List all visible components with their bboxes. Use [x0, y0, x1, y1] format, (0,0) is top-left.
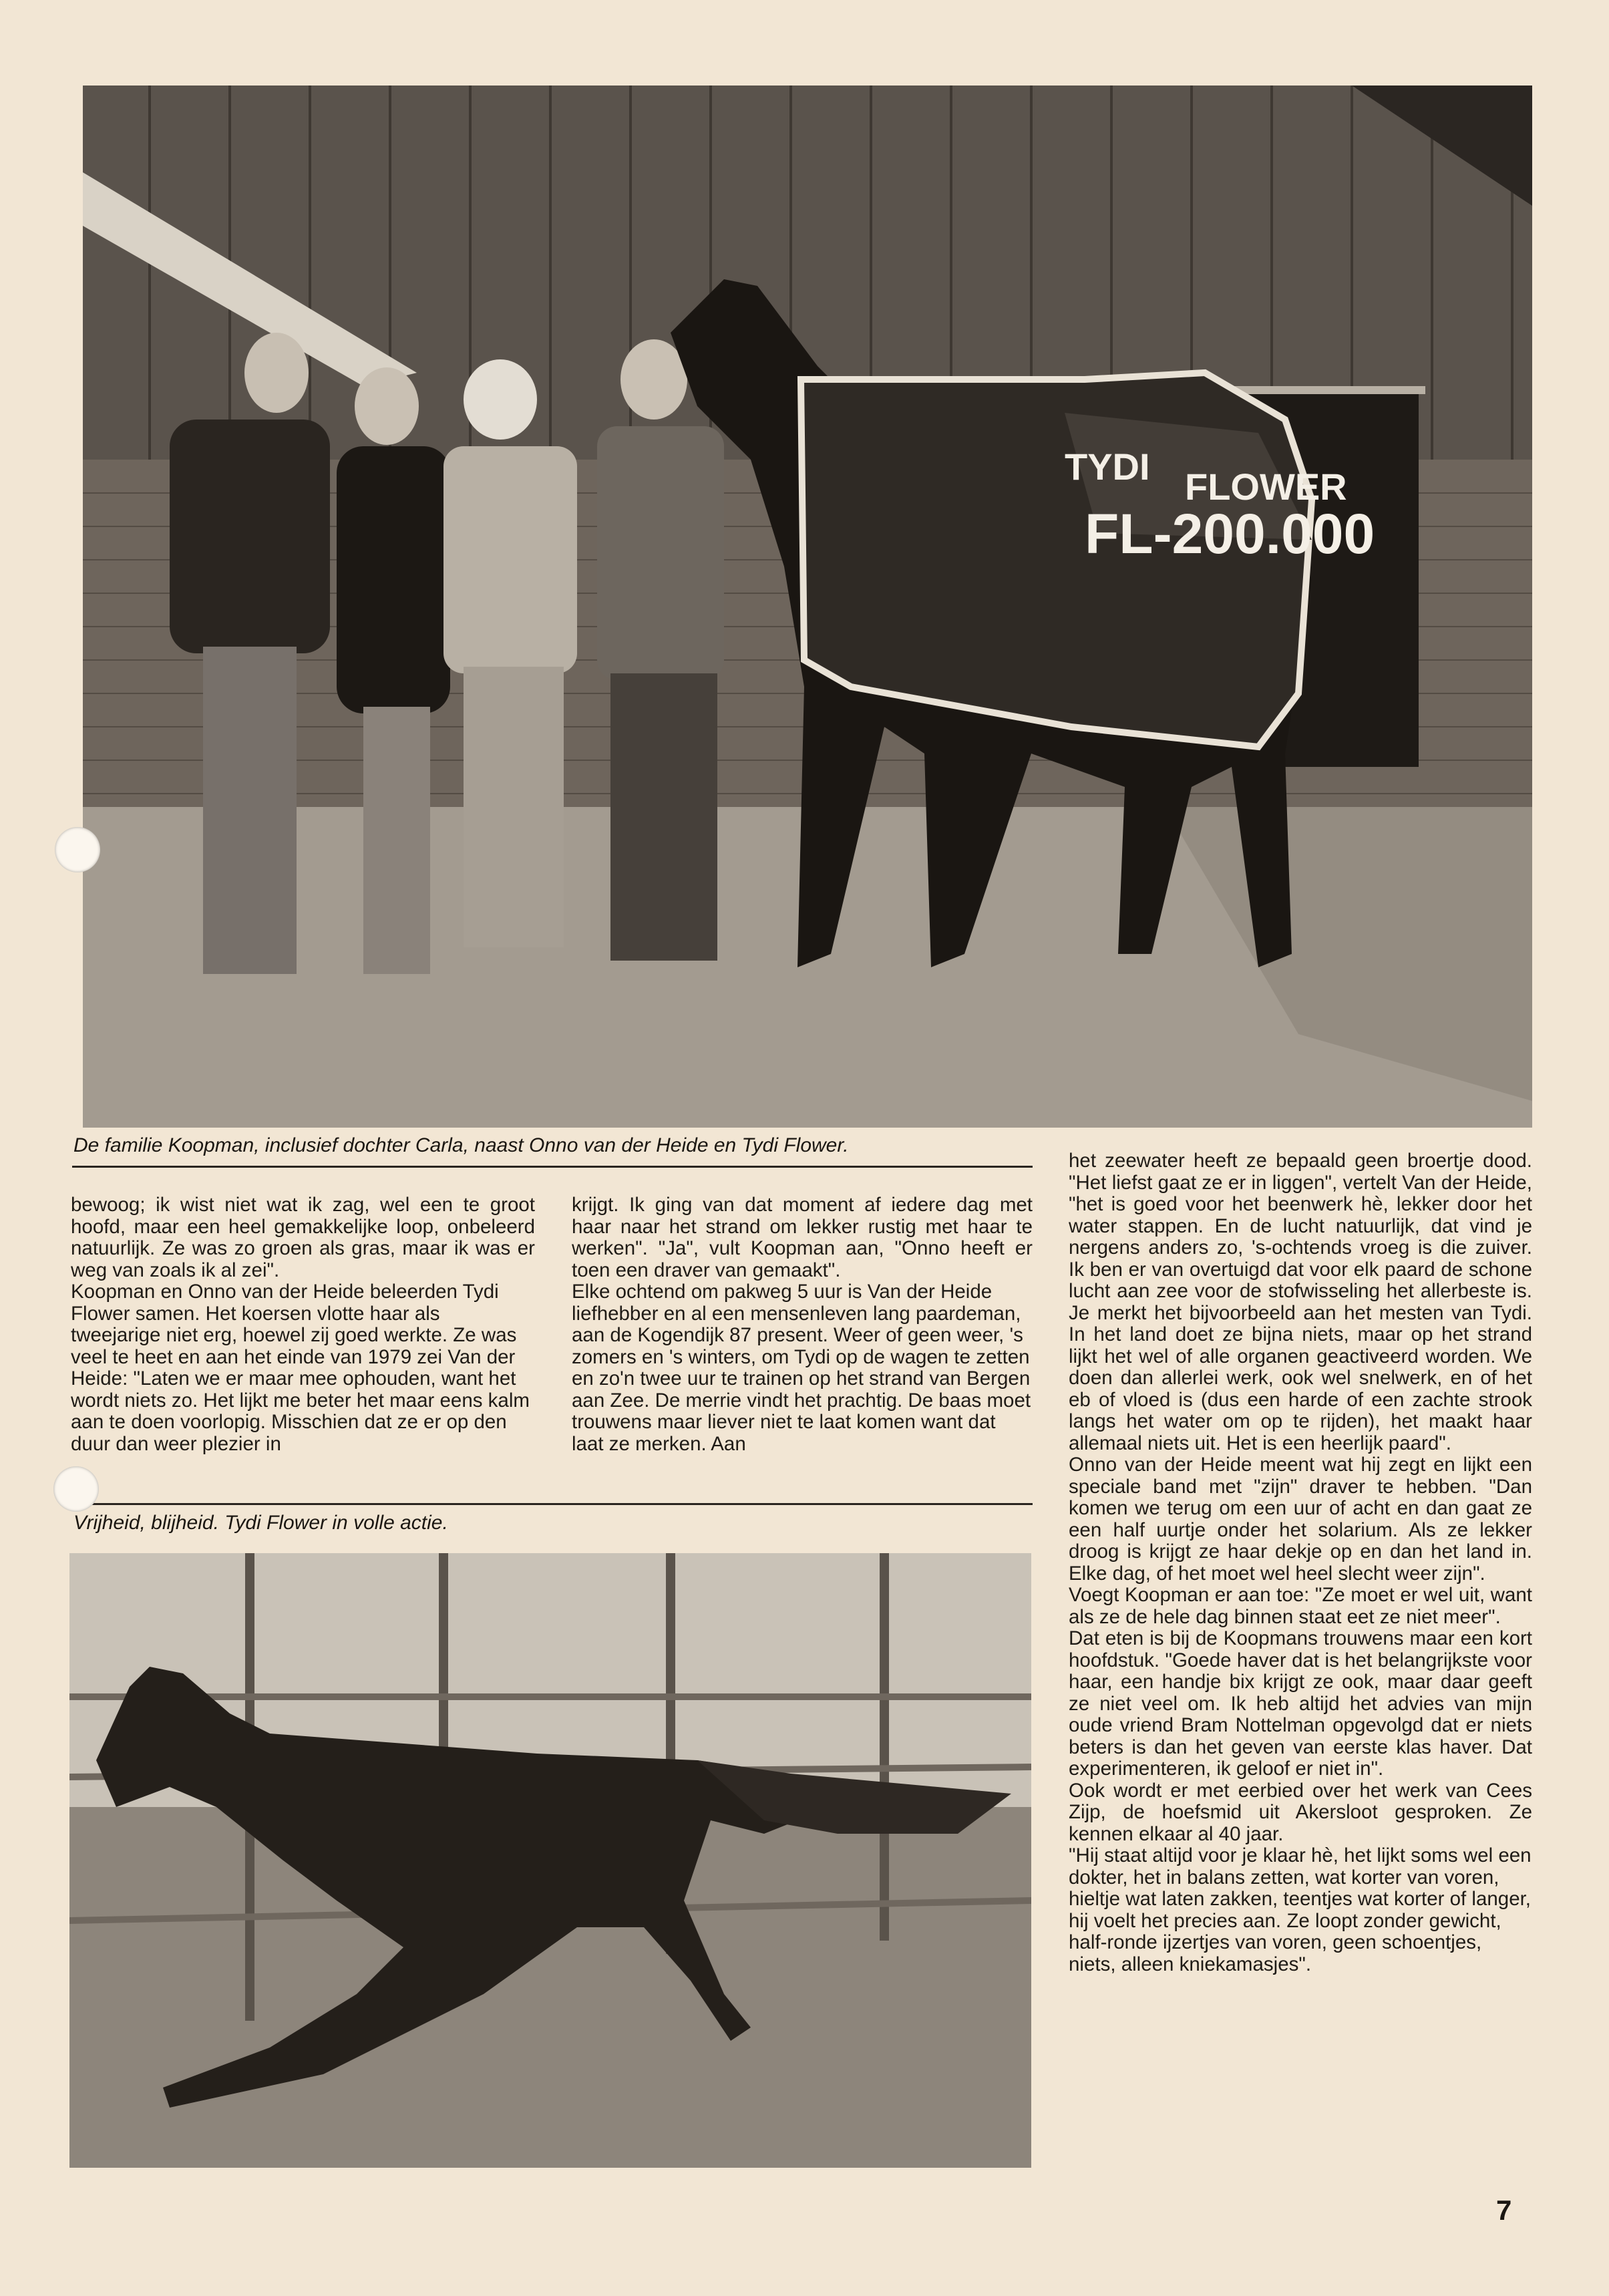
col1-paragraph-2: Koopman en Onno van der Heide beleerden Tydi Flower samen. Het koersen vlotte haar als tweejarige niet erg, hoewel zij goed werkte. Ze was veel te heet en aan het einde van 1979 zei Van der Heide: "Laten we er maar mee ophouden, want het wordt niets zo. Het lijkt me beter het maar eens kalm aan te doen voorlopig. Misschien dat ze er op den duur dan weer plezier in [71, 1281, 530, 1455]
photo-family-with-horse [83, 86, 1532, 1128]
col3-paragraph-1: het zeewater heeft ze bepaald geen broertje dood. "Het liefst gaat ze er in liggen", vertelt Van der Heide, "het is goed voor het beenwerk hè, lekker door het water stappen. En de lucht natuurlijk, dat vind je nergens anders zo, 's-ochtends vroeg is die zuiver. Ik ben er van overtuigd dat voor elk paard de schone lucht aan zee voor de stofwisseling het allerbeste is. Je merkt het bijvoorbeeld aan het mesten van Tydi. In het land doet ze bijna niets, maar op het strand lijkt het wel of alle organen geactiveerd worden. We doen dan allerlei werk, ook wel snelwerk, en of het eb of vloed is (dus een harde of een zachte strook langs het water om op te rijden), het maakt haar allemaal niets uit. Het is een heerlijk paard". [1069, 1150, 1532, 1454]
col2-paragraph-1: krijgt. Ik ging van dat moment af iedere dag met haar naar het strand om lekker rustig met haar te werken". "Ja", vult Koopman aan, "Onno heeft er toen een draver van gemaakt". [572, 1194, 1033, 1281]
col3-paragraph-6: "Hij staat altijd voor je klaar hè, het lijkt soms wel een dokter, het in balans zetten, wat korter van voren, hieltje wat laten zakken, teentjes wat korter of langer, hij voelt het precies aan. Ze loopt zonder gewicht, half-ronde ijzertjes van voren, geen schoentjes, niets, alleen kniekamasjes". [1069, 1844, 1532, 1975]
photo-family-with-horse-image [83, 86, 1532, 1128]
punch-hole-lower [53, 1466, 99, 1512]
middle-caption-rule [72, 1503, 1033, 1505]
photo-horse-galloping-image [69, 1553, 1031, 2168]
col3-paragraph-5: Ook wordt er met eerbied over het werk van Cees Zijp, de hoefsmid uit Akersloot gesproken. Ze kennen elkaar al 40 jaar. [1069, 1779, 1532, 1845]
blanket-text-line2: FLOWER [1185, 466, 1347, 508]
blanket-text-line3: FL-200.000 [1085, 502, 1375, 565]
col3-paragraph-4: Dat eten is bij de Koopmans trouwens maar een kort hoofdstuk. "Goede haver dat is het belangrijkste voor haar, een handje bix krijgt ze ook, maar daar geeft ze niet veel om. Ik heb altijd het advies van mijn oude vriend Bram Nottelman opgevolgd dat er niets beters is dan het geven van eerste klas haver. Dat experimenteren, ik geloof er niet in". [1069, 1627, 1532, 1780]
photo-horse-galloping [69, 1553, 1031, 2168]
article-column-1 [71, 1194, 535, 1455]
col2-paragraph-2: Elke ochtend om pakweg 5 uur is Van der Heide liefhebber en al een mensenleven lang paardeman, aan de Kogendijk 87 present. Weer of geen weer, 's zomers en 's winters, om Tydi op de wagen te zetten en zo'n twee uur te trainen op het strand van Bergen aan Zee. De merrie vindt het prachtig. De baas moet trouwens maar liever niet te laat komen want dat laat ze merken. Aan [572, 1281, 1031, 1455]
punch-hole-upper [55, 827, 100, 872]
col3-paragraph-3: Voegt Koopman er aan toe: "Ze moet er wel uit, want als ze de hele dag binnen staat eet ze niet meer". [1069, 1584, 1532, 1628]
article-column-2 [572, 1194, 1033, 1455]
article-column-3 [1069, 1150, 1532, 1975]
col1-paragraph-1: bewoog; ik wist niet wat ik zag, wel een te groot hoofd, maar een heel gemakkelijke loop, onbeleerd natuurlijk. Ze was zo groen als gras, maar ik was er weg van zoals ik al zei". [71, 1194, 535, 1281]
page-number: 7 [1496, 2194, 1512, 2226]
caption-middle-photo: Vrijheid, blijheid. Tydi Flower in volle actie. [73, 1512, 448, 1534]
blanket-text-line1: TYDI [1065, 446, 1150, 488]
caption-top-photo: De familie Koopman, inclusief dochter Carla, naast Onno van der Heide en Tydi Flower. [73, 1134, 849, 1156]
caption-top-rule [72, 1166, 1033, 1168]
col3-paragraph-2: Onno van der Heide meent wat hij zegt en lijkt een speciale band met "zijn" draver te hebben. "Dan komen we terug om een uur of acht en dan gaat ze een half uurtje onder het solarium. Als ze lekker droog is krijgt ze haar dekje op en dan het land in. Elke dag, of het moet wel heel slecht weer zijn". [1069, 1454, 1532, 1585]
